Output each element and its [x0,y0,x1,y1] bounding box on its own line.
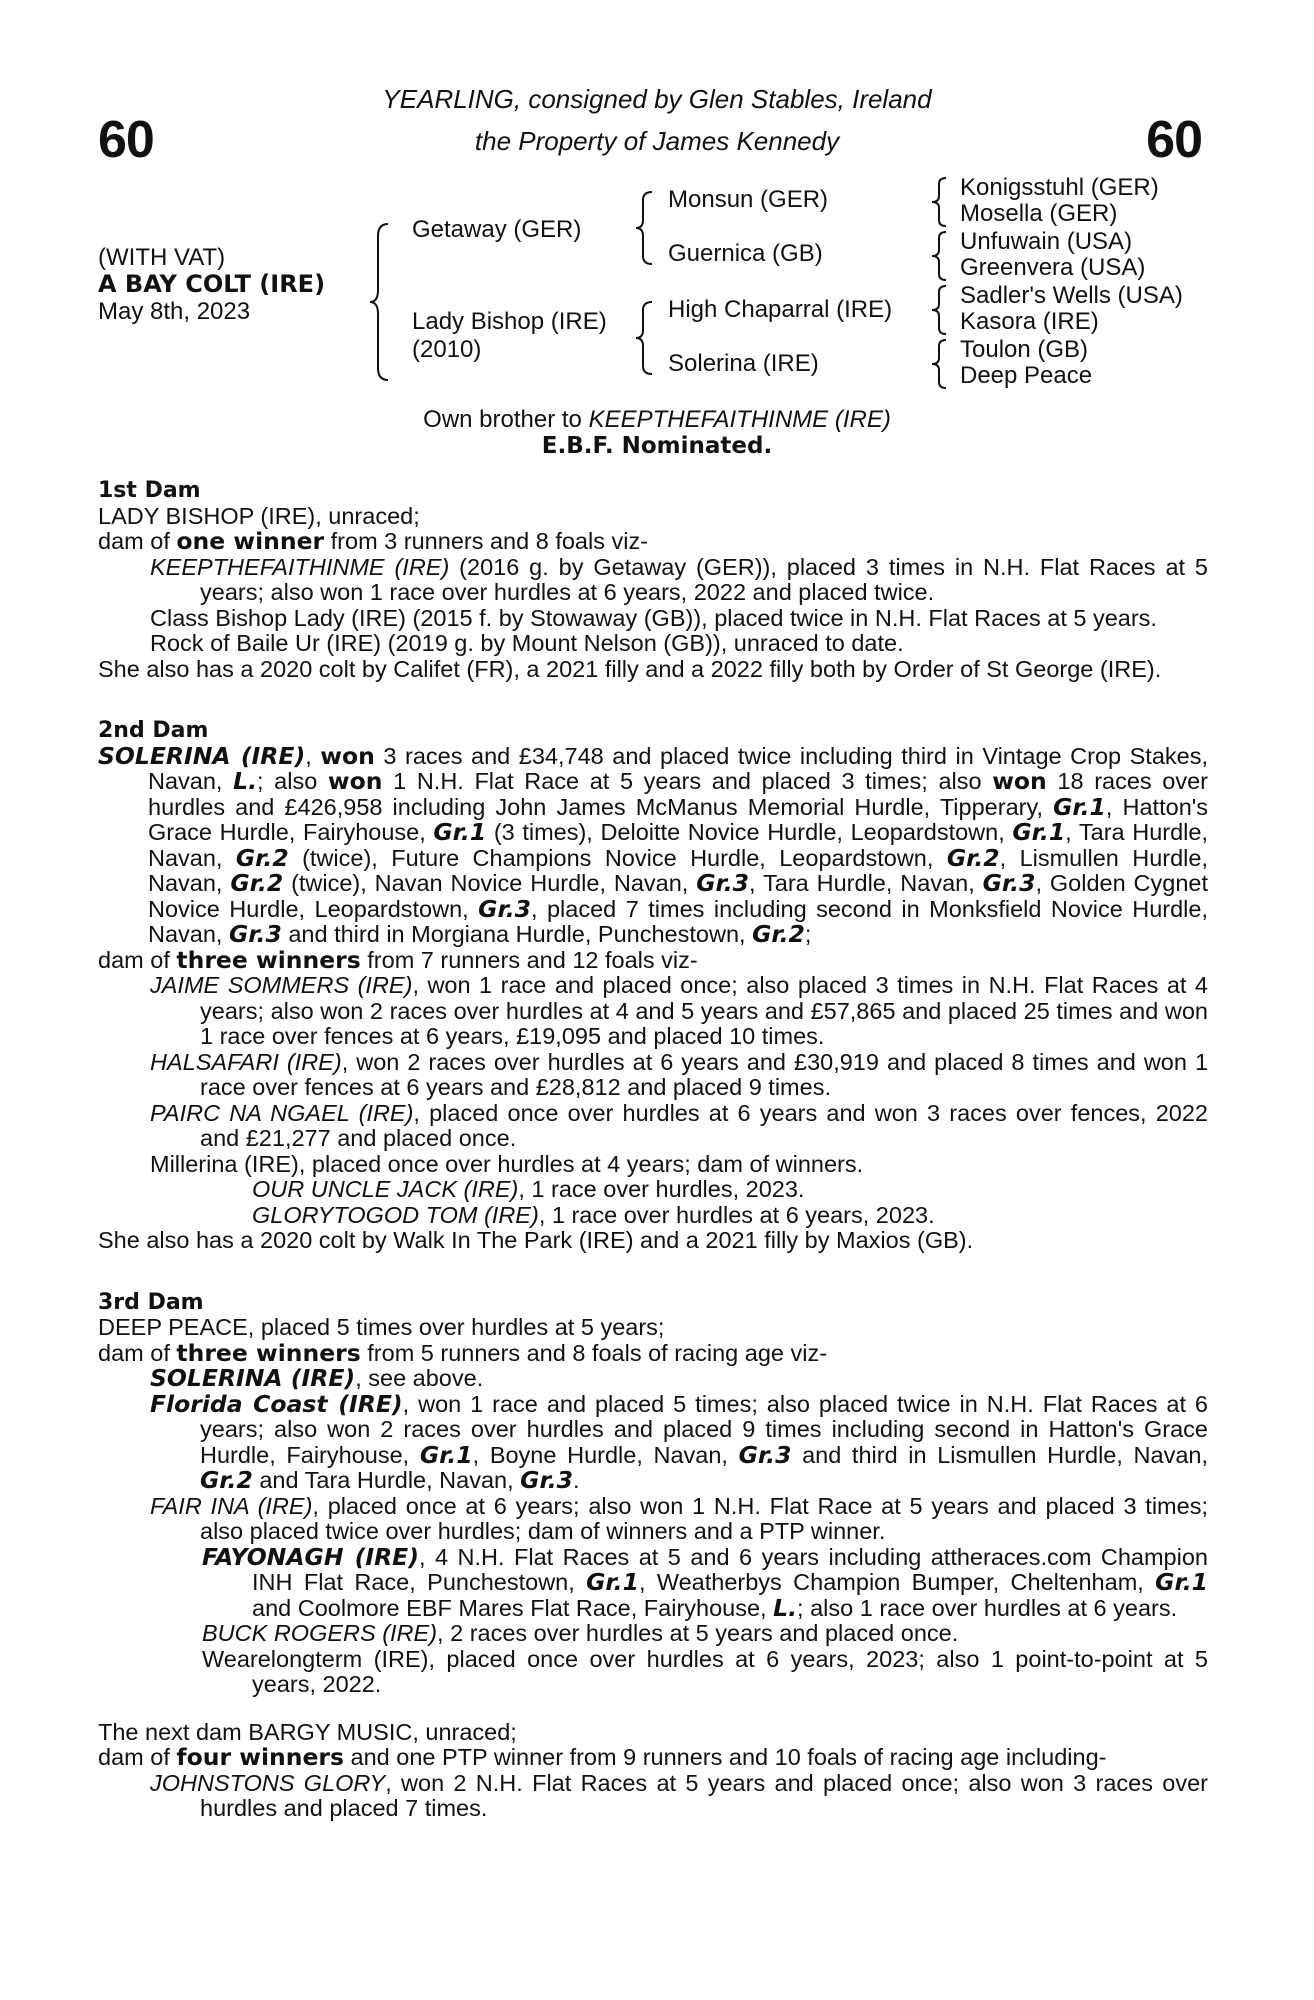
sire-sire-name: Monsun (GER) [668,186,829,213]
pedigree-brace-ggp1 [930,176,950,228]
ggp-3: Unfuwain (USA) [960,228,1133,255]
dam-year: (2010) [412,336,482,363]
list-item: HALSAFARI (IRE), won 2 races over hurdles at 6 years and £30,919 and placed 8 times and won 1 race over fences at 6 years and £28,812 and placed 9 times. [150,1048,1209,1100]
list-item: PAIRC NA NGAEL (IRE), placed once over hurdles at 6 years and won 3 races over fences, 2022 and £21,277 and placed once. [150,1099,1208,1151]
own-brother-name: KEEPTHEFAITHINME (IRE) [588,406,891,433]
list-item: FAYONAGH (IRE), 4 N.H. Flat Races at 5 and 6 years including attheraces.com Champion INH Flat Race, Punchestown, Gr.1, Weatherbys Champion Bumper, Cheltenham, Gr.1 and Coolmore EBF Mares Flat Race, Fairyhouse, L.; also 1 race over hurdles at 6 years. [202,1542,1208,1622]
list-item: BUCK ROGERS (IRE), 2 races over hurdles at 5 years and placed once. [202,1620,959,1646]
lot-number-left: 60 [98,111,154,169]
ggp-4: Greenvera (USA) [960,254,1146,281]
list-item: Rock of Baile Ur (IRE) (2019 g. by Mount Nelson (GB)), unraced to date. [150,630,904,656]
first-dam-title: 1st Dam [98,478,201,503]
property-line: the Property of James Kennedy [474,126,840,156]
second-dam-also: She also has a 2020 colt by Walk In The Park (IRE) and a 2021 filly by Maxios (GB). [98,1227,974,1253]
foaling-date: May 8th, 2023 [98,298,251,325]
dam-sire-name: High Chaparral (IRE) [668,296,893,323]
third-dam-line: DEEP PEACE, placed 5 times over hurdles at 5 years; [98,1314,665,1340]
first-dam-line: LADY BISHOP (IRE), unraced; [98,502,420,529]
third-dam-produce-summary: dam of three winners from 5 runners and 8 foals of racing age viz- [98,1338,828,1367]
pedigree-brace-dam [634,300,656,376]
pedigree-brace-sire [634,190,656,266]
second-dam-title: 2nd Dam [98,718,209,743]
horse-name: A BAY COLT (IRE) [98,270,326,298]
ggp-5: Sadler's Wells (USA) [960,282,1183,309]
vat-note: (WITH VAT) [98,244,226,271]
dam-name: Lady Bishop (IRE) [412,308,607,335]
pedigree-brace-main [368,222,392,382]
list-item: Millerina (IRE), placed once over hurdles at 4 years; dam of winners. [150,1150,864,1177]
third-dam-title: 3rd Dam [98,1289,204,1315]
list-item: Wearelongterm (IRE), placed once over hurdles at 6 years, 2023; also 1 point-to-point at 5 years, 2022. [202,1645,1208,1697]
list-item: SOLERINA (IRE), see above. [150,1364,484,1392]
ggp-2: Mosella (GER) [960,200,1118,227]
sire-dam-name: Guernica (GB) [668,240,823,267]
first-dam-produce-summary: dam of one winner from 3 runners and 8 foals viz- [98,527,649,555]
pedigree-brace-ggp4 [930,338,950,390]
list-item: FAIR INA (IRE), placed once at 6 years; also won 1 N.H. Flat Race at 5 years and placed 3 times; also placed twice over hurdles; dam of winners and a PTP winner. [150,1492,1208,1544]
ggp-7: Toulon (GB) [960,336,1089,363]
list-item: JOHNSTONS GLORY, won 2 N.H. Flat Races at 5 years and placed once; also won 3 races over hurdles and placed 7 times. [150,1769,1208,1821]
ggp-1: Konigsstuhl (GER) [960,174,1159,201]
ggp-8: Deep Peace [960,362,1093,389]
next-dam-produce-summary: dam of four winners and one PTP winner from 9 runners and 10 foals of racing age including- [98,1743,1107,1771]
consignment-line: YEARLING, consigned by Glen Stables, Ireland [382,84,932,114]
sire-name: Getaway (GER) [412,216,582,243]
catalogue-body [98,478,1208,1822]
list-item: JAIME SOMMERS (IRE), won 1 race and placed once; also placed 3 times in N.H. Flat Races at 4 years; also won 2 races over hurdles at 4 and 5 years and £57,865 and placed 25 times and won 1 race over fences at 6 years, £19,095 and placed 10 times. [150,972,1208,1049]
list-item: Florida Coast (IRE), won 1 race and placed 5 times; also placed twice in N.H. Flat Races at 6 years; also won 2 races over hurdles and placed 9 times including second in Hatton's Grace Hurdle, Fairyhouse, Gr.1, Boyne Hurdle, Navan, Gr.3 and third in Lismullen Hurdle, Navan, Gr.2 and Tara Hurdle, Navan, Gr.3. [150,1389,1208,1494]
first-dam-also: She also has a 2020 colt by Califet (FR), a 2021 filly and a 2022 filly both by Order of St George (IRE). [98,655,1162,682]
ggp-6: Kasora (IRE) [960,308,1099,335]
next-dam-line: The next dam BARGY MUSIC, unraced; [98,1718,517,1745]
dam-dam-name: Solerina (IRE) [668,350,819,377]
pedigree-brace-ggp3 [930,284,950,336]
second-dam-produce-summary: dam of three winners from 7 runners and 12 foals viz- [98,945,698,974]
lot-number-right: 60 [1146,111,1202,169]
list-item: GLORYTOGOD TOM (IRE), 1 race over hurdles at 6 years, 2023. [252,1201,935,1228]
ebf-nomination: E.B.F. Nominated. [541,433,773,459]
list-item: KEEPTHEFAITHINME (IRE) (2016 g. by Getaway (GER)), placed 3 times in N.H. Flat Races at 5 years; also won 1 race over hurdles at 6 years, 2022 and placed twice. [150,553,1208,605]
list-item: Class Bishop Lady (IRE) (2015 f. by Stowaway (GB)), placed twice in N.H. Flat Races at 5 years. [150,604,1157,631]
own-brother-line: Own brother to KEEPTHEFAITHINME (IRE) [423,406,891,433]
pedigree-brace-ggp2 [930,230,950,282]
list-item: OUR UNCLE JACK (IRE), 1 race over hurdles, 2023. [252,1176,805,1202]
second-dam-record: SOLERINA (IRE), won 3 races and £34,748 and placed twice including third in Vintage Crop Stakes, Navan, L.; also won 1 N.H. Flat Race at 5 years and placed 3 times; also won 18 races over hurdles and £426,958 including John James McManus Memorial Hurdle, Tipperary, Gr.1, Hatton's Grace Hurdle, Fairyhouse, Gr.1 (3 times), Deloitte Novice Hurdle, Leopardstown, Gr.1, Tara Hurdle, Navan, Gr.2 (twice), Future Champions Novice Hurdle, Leopardstown, Gr.2, Lismullen Hurdle, Navan, Gr.2 (twice), Navan Novice Hurdle, Navan, Gr.3, Tara Hurdle, Navan, Gr.3, Golden Cygnet Novice Hurdle, Leopardstown, Gr.3, placed 7 times including second in Monksfield Novice Hurdle, Navan, Gr.3 and third in Morgiana Hurdle, Punchestown, Gr.2; [98,741,1209,948]
